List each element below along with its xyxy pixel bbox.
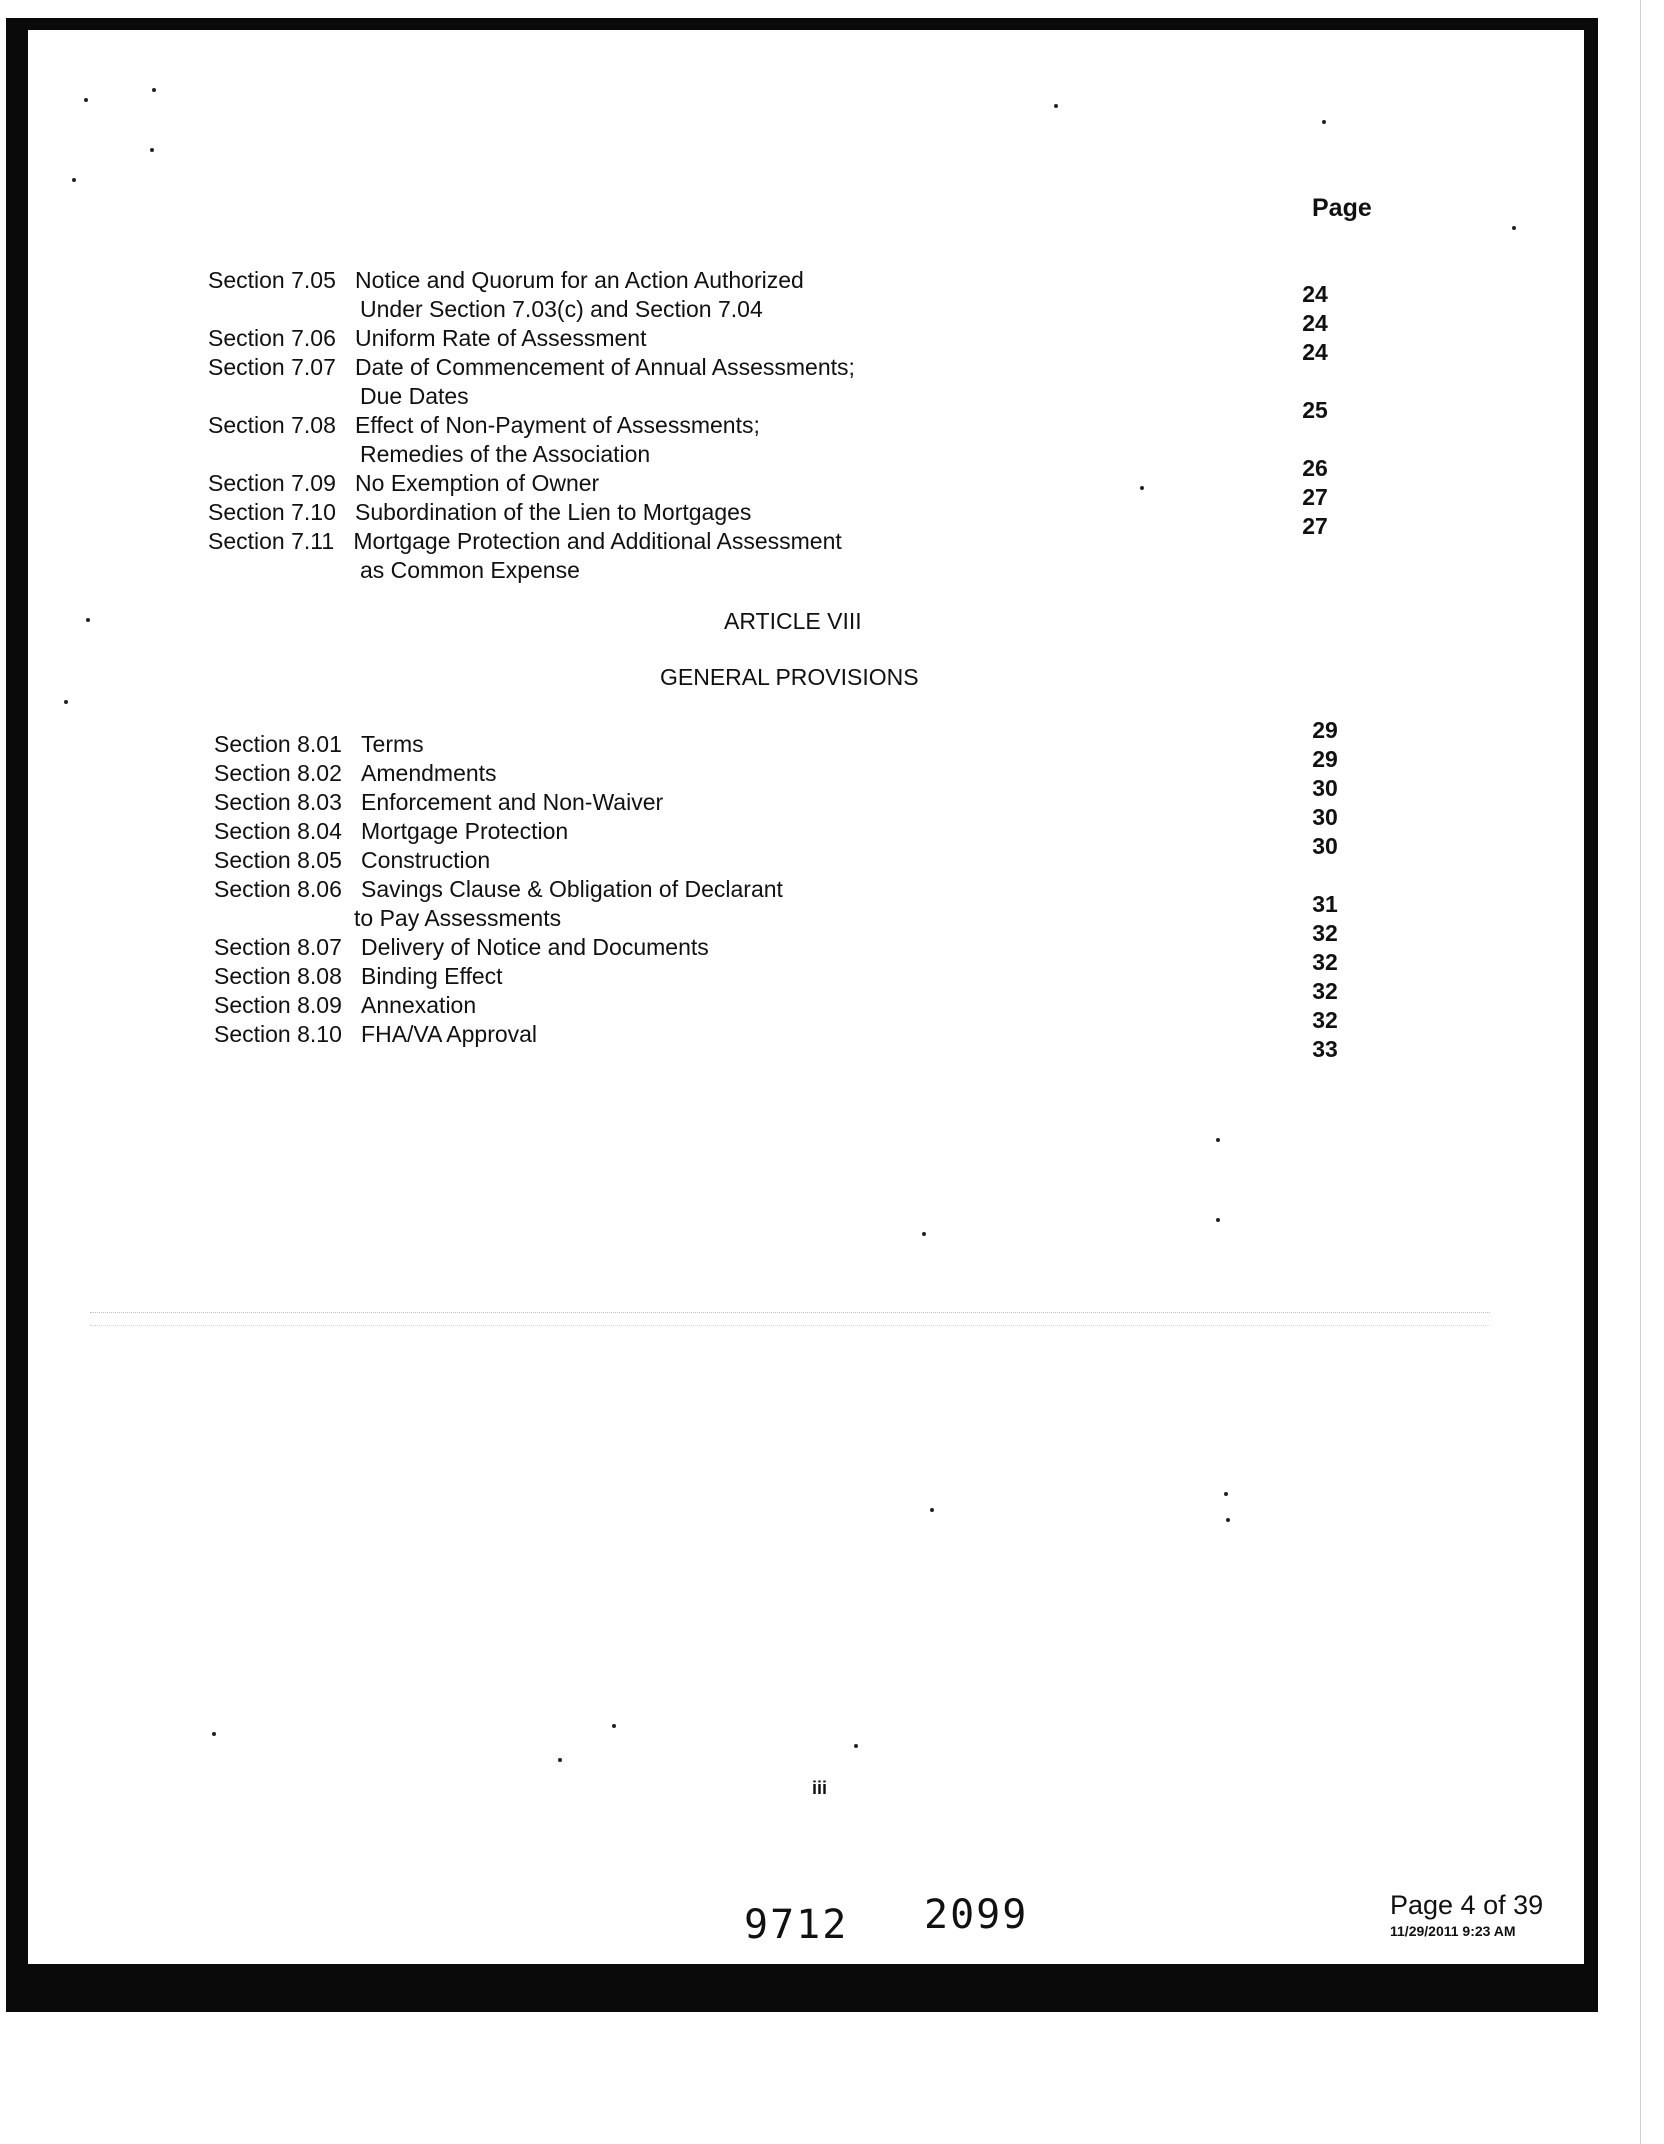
toc-page-number: 32 — [1312, 1007, 1338, 1033]
toc-entry — [208, 353, 855, 382]
toc-page-number: 26 — [1302, 455, 1328, 481]
toc-page-number: 31 — [1312, 891, 1338, 917]
scan-speck — [612, 1724, 616, 1728]
toc-entry-continuation — [214, 904, 783, 933]
print-timestamp: 11/29/2011 9:23 AM — [1390, 1923, 1516, 1939]
toc-entry — [208, 324, 855, 353]
toc-entry — [208, 498, 855, 527]
section8-page-numbers — [1300, 716, 1350, 1064]
toc-page-number: 32 — [1312, 978, 1338, 1004]
section7-page-numbers — [1290, 280, 1340, 541]
toc-section-title: Under Section 7.03(c) and Section 7.04 — [360, 296, 763, 322]
toc-page-number: 24 — [1302, 310, 1328, 336]
toc-entry — [208, 469, 855, 498]
scan-speck — [854, 1744, 858, 1748]
toc-page-number: 32 — [1312, 920, 1338, 946]
toc-section-number: Section 7.09 — [208, 470, 349, 496]
toc-section-title: Subordination of the Lien to Mortgages — [355, 499, 752, 525]
toc-section-number: Section 7.10 — [208, 499, 349, 525]
toc-entry — [214, 759, 783, 788]
toc-entry — [214, 788, 783, 817]
toc-entry — [214, 933, 783, 962]
toc-entry — [208, 527, 855, 556]
toc-section-title: Binding Effect — [361, 963, 503, 989]
toc-section-title: Due Dates — [360, 383, 469, 409]
scan-speck — [72, 178, 76, 182]
scan-speck — [1140, 486, 1144, 490]
toc-section-number: Section 7.05 — [208, 267, 349, 293]
toc-page-number: 27 — [1302, 513, 1328, 539]
toc-section-number: Section 8.10 — [214, 1021, 355, 1047]
toc-page-number: 33 — [1312, 1036, 1338, 1062]
toc-entry — [214, 1020, 783, 1049]
toc-page-number: 24 — [1302, 339, 1328, 365]
toc-section-title: Construction — [361, 847, 491, 873]
article-heading: ARTICLE VIII — [724, 608, 862, 634]
toc-entry — [208, 411, 855, 440]
scan-speck — [150, 148, 154, 152]
toc-section-title: Annexation — [361, 992, 477, 1018]
toc-section-number: Section 7.08 — [208, 412, 349, 438]
section8-toc — [214, 730, 783, 1049]
scan-speck — [558, 1758, 562, 1762]
section7-toc — [208, 266, 855, 585]
toc-section-title: Notice and Quorum for an Action Authorized — [355, 267, 804, 293]
toc-section-title: Savings Clause & Obligation of Declarant — [361, 876, 783, 902]
scan-speck — [1216, 1138, 1220, 1142]
toc-entry — [208, 266, 855, 295]
scan-speck — [1512, 226, 1516, 230]
toc-entry — [214, 730, 783, 759]
scan-edge-line — [1640, 0, 1641, 2144]
toc-section-title: Remedies of the Association — [360, 441, 651, 467]
scan-speck — [1226, 1518, 1230, 1522]
toc-page-number: 24 — [1302, 281, 1328, 307]
toc-entry — [214, 991, 783, 1020]
scan-speck — [84, 98, 88, 102]
toc-page-number: 32 — [1312, 949, 1338, 975]
toc-page-number: 30 — [1312, 804, 1338, 830]
toc-section-title: No Exemption of Owner — [355, 470, 600, 496]
scan-speck — [152, 88, 156, 92]
toc-page-number — [1290, 367, 1340, 396]
scan-speck — [1224, 1492, 1228, 1496]
toc-section-number: Section 8.05 — [214, 847, 355, 873]
scan-speck — [64, 700, 68, 704]
toc-section-title: Mortgage Protection and Additional Assessment — [353, 528, 842, 554]
toc-section-number: Section 7.11 — [208, 528, 347, 554]
toc-entry-continuation — [208, 382, 855, 411]
scan-speck — [212, 1732, 216, 1736]
toc-entry-continuation — [208, 440, 855, 469]
scan-speck — [1322, 120, 1326, 124]
toc-section-number: Section 8.03 — [214, 789, 355, 815]
toc-section-number: Section 8.08 — [214, 963, 355, 989]
toc-entry-continuation — [208, 556, 855, 585]
toc-section-number: Section 8.01 — [214, 731, 355, 757]
page-stamp — [1390, 1890, 1543, 1939]
toc-section-title: Terms — [361, 731, 424, 757]
toc-section-title: Uniform Rate of Assessment — [355, 325, 647, 351]
scan-speck — [930, 1508, 934, 1512]
toc-entry-continuation — [208, 295, 855, 324]
scan-speck — [1216, 1218, 1220, 1222]
toc-page-number: 29 — [1312, 717, 1338, 743]
scan-speck — [1054, 104, 1058, 108]
toc-entry — [214, 962, 783, 991]
toc-section-title: to Pay Assessments — [354, 905, 562, 931]
toc-entry — [214, 817, 783, 846]
toc-entry — [214, 875, 783, 904]
toc-page-number: 25 — [1302, 397, 1328, 423]
toc-section-title: Enforcement and Non-Waiver — [361, 789, 664, 815]
recording-page-number: 2099 — [924, 1892, 1029, 1938]
scan-speck — [922, 1232, 926, 1236]
toc-section-title: Effect of Non-Payment of Assessments; — [355, 412, 760, 438]
roman-page-number: iii — [812, 1778, 828, 1798]
toc-section-title: Delivery of Notice and Documents — [361, 934, 709, 960]
toc-section-title: FHA/VA Approval — [361, 1021, 538, 1047]
toc-page-number: 30 — [1312, 833, 1338, 859]
toc-page-number: 27 — [1302, 484, 1328, 510]
article-title: GENERAL PROVISIONS — [660, 664, 919, 690]
toc-section-number: Section 8.07 — [214, 934, 355, 960]
toc-section-number: Section 7.06 — [208, 325, 349, 351]
toc-section-number: Section 8.02 — [214, 760, 355, 786]
toc-page-number — [1290, 425, 1340, 454]
toc-section-number: Section 8.06 — [214, 876, 355, 902]
toc-entry — [214, 846, 783, 875]
toc-section-title: Amendments — [361, 760, 497, 786]
toc-page-number: 30 — [1312, 775, 1338, 801]
toc-page-number — [1300, 861, 1350, 890]
toc-section-number: Section 8.04 — [214, 818, 355, 844]
scan-noise-line — [90, 1312, 1490, 1326]
toc-section-number: Section 7.07 — [208, 354, 349, 380]
book-number: 9712 — [744, 1902, 849, 1948]
toc-section-title: Date of Commencement of Annual Assessments; — [355, 354, 855, 380]
toc-section-number: Section 8.09 — [214, 992, 355, 1018]
toc-section-title: as Common Expense — [360, 557, 580, 583]
page-column-header: Page — [1312, 194, 1372, 222]
scan-speck — [86, 618, 90, 622]
page-of-label: Page 4 of 39 — [1390, 1890, 1544, 1920]
toc-section-title: Mortgage Protection — [361, 818, 569, 844]
toc-page-number: 29 — [1312, 746, 1338, 772]
